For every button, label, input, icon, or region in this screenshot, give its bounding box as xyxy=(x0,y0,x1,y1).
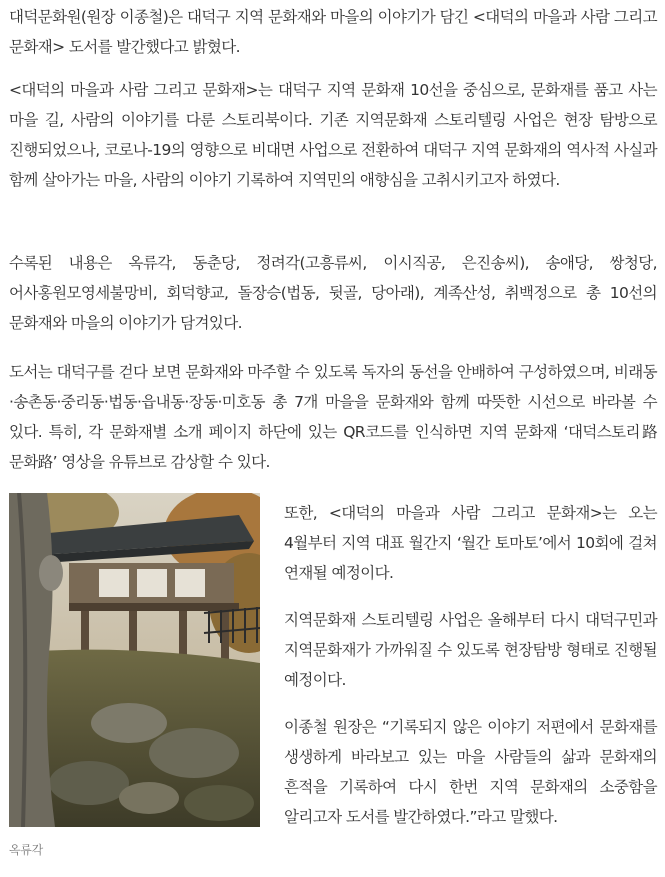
paragraph-intro: 대덕문화원(원장 이종철)은 대덕구 지역 문화재와 마을의 이야기가 담긴 <대덕의 마을과 사람 그리고 문화재> 도서를 발간했다고 밝혔다. xyxy=(9,8,657,56)
paragraph-contents: 수록된 내용은 옥류각, 동춘당, 정려각(고흥류씨, 이시직공, 은진송씨), 송애당, 쌍청당, 어사홍원모영세불망비, 회덕향교, 돌장승(법동, 뒷골, 당아래), 계족산성, 취백정으로 총 10선의 문화재와 마을의 이야기가 담겨있다. xyxy=(9,254,657,332)
paragraph-structure: 도서는 대덕구를 걷다 보면 문화재와 마주할 수 있도록 독자의 동선을 안배하여 구성하였으며, 비래동·송촌동·중리동·법동·읍내동·장동·미호동 총 7개 마을을 문화재와 함께 따뜻한 시선으로 바라볼 수 있다. 특히, 각 문화재별 소개 페이지 하단에 있는 QR코드를 인식하면 지역 문화재 ‘대덕스토리路 문화路’ 영상을 유튜브로 감상할 수 있다. xyxy=(9,363,657,471)
okryugak-photo xyxy=(9,493,260,827)
paragraph-storytelling: 지역문화재 스토리텔링 사업은 올해부터 다시 대덕구민과 지역문화재가 가까워질 수 있도록 현장탐방 형태로 진행될 예정이다. xyxy=(284,611,657,689)
paragraph-book-overview: <대덕의 마을과 사람 그리고 문화재>는 대덕구 지역 문화재 10선을 중심으로, 문화재를 품고 사는 마을 길, 사람의 이야기를 다룬 스토리북이다. 기존 지역문화재 스토리텔링 사업은 현장 탐방으로 진행되었으나, 코로나-19의 영향으로 비대면 사업으로 전환하여 대덕구 지역 문화재의 역사적 사실과 함께 살아가는 마을, 사람의 이야기 기록하여 지역민의 애향심을 고취시키고자 하였다. xyxy=(9,81,657,189)
photo-figure xyxy=(9,493,260,858)
photo-caption: 옥류각 xyxy=(9,843,43,857)
paragraph-serialization: 또한, <대덕의 마을과 사람 그리고 문화재>는 오는 4월부터 지역 대표 월간지 ‘월간 토마토’에서 10회에 걸쳐 연재될 예정이다. xyxy=(284,504,657,582)
paragraph-quote: 이종철 원장은 “기록되지 않은 이야기 저편에서 문화재를 생생하게 바라보고 있는 마을 사람들의 삶과 문화재의 흔적을 기록하여 다시 한번 지역 문화재의 소중함을 알리고자 도서를 발간하였다.”라고 말했다. xyxy=(284,718,657,826)
